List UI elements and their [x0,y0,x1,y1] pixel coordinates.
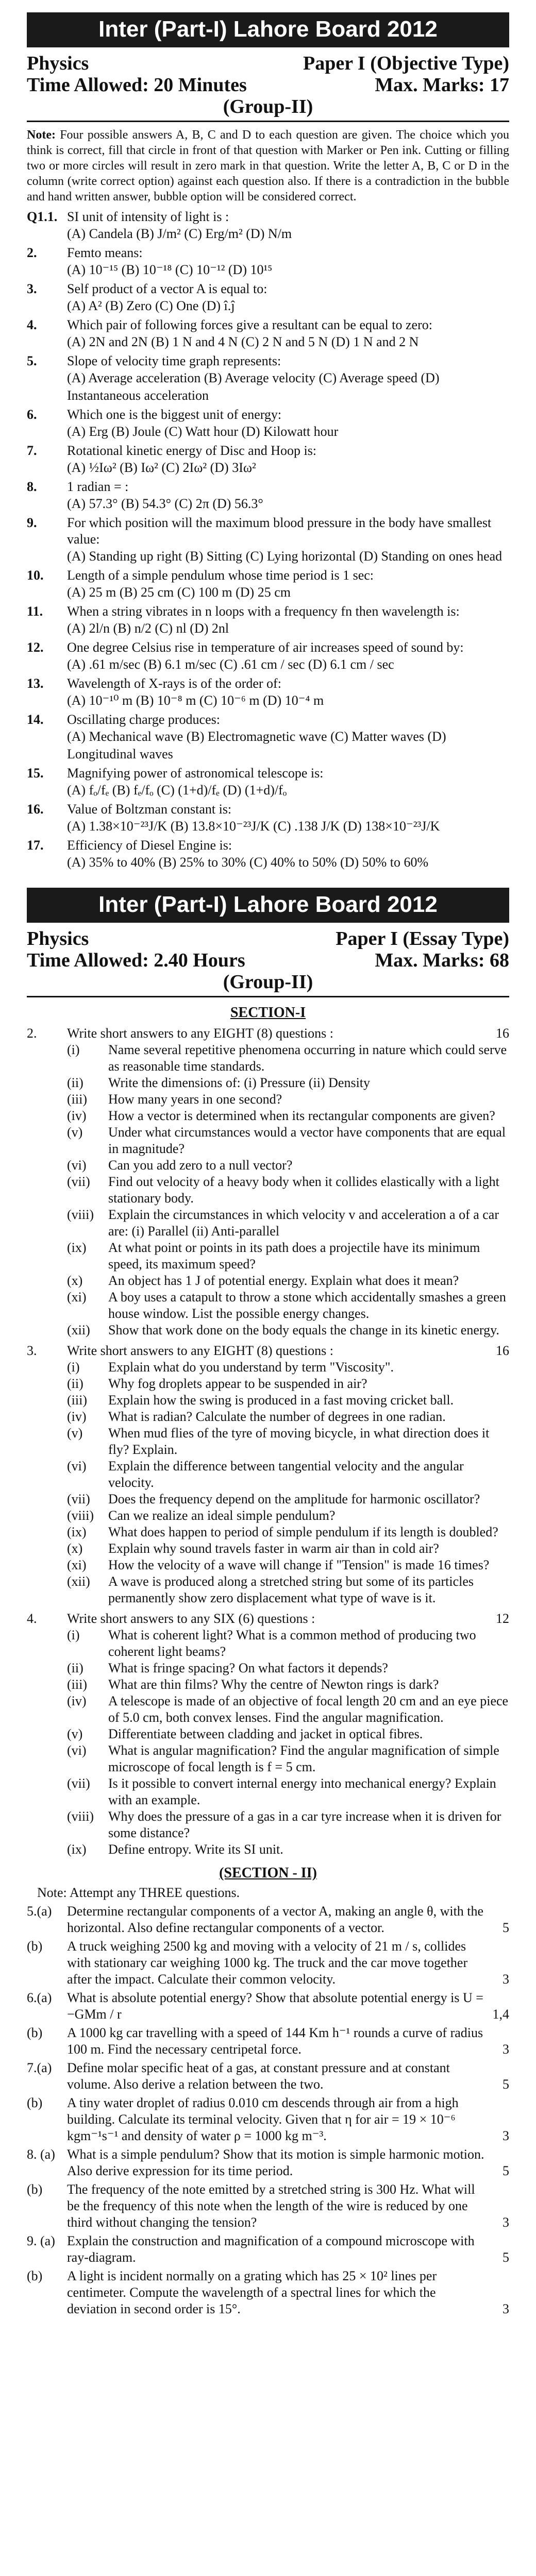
question-marks: 5 [502,2077,509,2092]
essay-question [27,2146,509,2179]
section-2-note: Note: Attempt any THREE questions. [37,1885,240,1900]
sub-question-text: Write the dimensions of: (i) Pressure (ii) Density [108,1075,371,1090]
sub-question [67,1091,509,1108]
mcq-question [27,639,509,656]
sub-question [67,1157,509,1174]
question-marks: 16 [496,1026,509,1041]
question-marks: 5 [502,2163,509,2178]
sub-question-text: At what point or points in its path does a projectile have its minimum speed, its maximum speed? [108,1240,480,1272]
sub-question [67,1660,509,1676]
sub-question-number: (vii) [67,1492,90,1506]
time-allowed-label: Time Allowed: 20 Minutes [27,74,247,96]
question-marks: 3 [502,2042,509,2057]
sub-question [67,1491,509,1507]
question-number: 3. [27,281,37,296]
sub-question [67,1289,509,1322]
mcq-question [27,353,509,369]
question-number: 5. [27,353,37,368]
sub-question-number: (ix) [67,1524,87,1539]
sub-question [67,1108,509,1124]
subject-label: Physics [27,928,89,950]
mcq-question [27,567,509,584]
question-marks: 1,4 [492,2007,509,2022]
mcq-question [27,837,509,854]
sub-question-number: (iii) [67,1092,87,1107]
sub-question [67,1524,509,1540]
mcq-question [27,443,509,459]
sub-question-text: What is coherent light? What is a common method of producing two coherent light beams? [108,1628,476,1659]
essay-paper-banner: Inter (Part-I) Lahore Board 2012 [27,888,509,923]
question-number: 9. [27,515,37,530]
essay-paper [0,928,536,2317]
sub-question-number: (iii) [67,1393,87,1408]
sub-question-number: (viii) [67,1809,94,1824]
max-marks-label: Max. Marks: 68 [375,950,509,971]
question-options: (A) 10⁻¹⁵ (B) 10⁻¹⁸ (C) 10⁻¹² (D) 10¹⁵ [67,262,273,277]
short-questions [27,1025,509,1858]
sub-question [67,1676,509,1693]
sub-question [67,1409,509,1425]
sub-question-text: Explain what do you understand by term "Viscosity". [108,1360,394,1375]
question-number: 15. [27,766,44,781]
sub-question-text: What is fringe spacing? On what factors it depends? [108,1660,388,1675]
sub-question-text: Show that work done on the body equals the change in its kinetic energy. [108,1323,499,1337]
sub-question-number: (i) [67,1360,80,1375]
question-options: (A) 1.38×10⁻²³J/K (B) 13.8×10⁻²³J/K (C) .138 J/K (D) 138×10⁻²³J/K [67,819,440,834]
question-number: 5.(a) [27,1904,52,1919]
sub-question-list [27,1627,509,1858]
short-question-header [27,1343,509,1359]
sub-question-number: (x) [67,1273,83,1288]
sub-question-text: An object has 1 J of potential energy. Explain what does it mean? [108,1273,459,1288]
sub-question-text: Explain how the swing is produced in a fast moving cricket ball. [108,1393,454,1408]
objective-paper-banner: Inter (Part-I) Lahore Board 2012 [27,12,509,47]
sub-question [67,1322,509,1338]
question-number: 13. [27,676,44,691]
sub-question-number: (i) [67,1628,80,1642]
sub-question-number: (v) [67,1726,83,1741]
section-1-title: SECTION-I [230,1005,306,1021]
time-allowed-label: Time Allowed: 2.40 Hours [27,950,245,971]
question-text: What is absolute potential energy? Show that absolute potential energy is U = −GMm / r [67,1990,483,2022]
question-number: 16. [27,802,44,817]
sub-question-text: How the velocity of a wave will change if "Tension" is made 16 times? [108,1557,490,1572]
question-number: (b) [27,2182,43,2197]
group-label: (Group-II) [223,96,313,117]
sub-question [67,1240,509,1273]
question-text: SI unit of intensity of light is : [67,209,229,224]
sub-question [67,1540,509,1557]
question-text: Which pair of following forces give a resultant can be equal to zero: [67,317,432,332]
sub-question [67,1775,509,1808]
short-question-header [27,1025,509,1042]
mcq-question [27,245,509,261]
question-number: (b) [27,2025,43,2040]
question-number: 12. [27,640,44,655]
sub-question-text: Can we realize an ideal simple pendulum? [108,1508,336,1523]
question-options: (A) ½Iω² (B) Iω² (C) 2Iω² (D) 3Iω² [67,460,256,475]
sub-question-number: (ix) [67,1842,87,1857]
subject-label: Physics [27,53,89,74]
sub-question-number: (i) [67,1042,80,1057]
question-number: 7. [27,443,37,458]
short-question-header [27,1611,509,1627]
question-text: Write short answers to any SIX (6) questions : [67,1611,315,1626]
sub-question [67,1808,509,1841]
question-marks: 3 [502,1972,509,1987]
sub-question [67,1207,509,1240]
question-number: 7.(a) [27,2060,52,2075]
question-number: (b) [27,1939,43,1954]
essay-question [27,2181,509,2231]
sub-question-number: (viii) [67,1207,94,1222]
sub-question-number: (xii) [67,1574,90,1589]
question-text: Write short answers to any EIGHT (8) questions : [67,1026,333,1041]
question-text: Self product of a vector A is equal to: [67,281,267,296]
sub-question-number: (ii) [67,1376,83,1391]
section-2-title: (SECTION - II) [219,1865,317,1881]
essay-question [27,2268,509,2317]
question-text: A light is incident normally on a grating which has 25 × 10² lines per centimeter. Compute the wavelength of a spectral lines for which the deviation in second order is 15°. [67,2268,437,2316]
sub-question-number: (iv) [67,1693,87,1708]
sub-question-text: What is angular magnification? Find the angular magnification of simple microscope of focal length is f = 5 cm. [108,1743,499,1774]
question-number: 10. [27,568,44,583]
max-marks-label: Max. Marks: 17 [375,74,509,96]
mcq-question [27,479,509,495]
mcq-question [27,765,509,782]
question-number: Q1.1. [27,209,58,224]
sub-question-number: (xii) [67,1323,90,1337]
sub-question-text: Explain the circumstances in which velocity v and acceleration a of a car are: (i) Parallel (ii) Anti-parallel [108,1207,499,1239]
mcq-question [27,515,509,548]
question-text: Oscillating charge produces: [67,712,220,727]
question-number: 9. (a) [27,2233,55,2248]
sub-question-text: What is radian? Calculate the number of degrees in one radian. [108,1409,446,1424]
paper-type-label: Paper I (Essay Type) [336,928,509,950]
question-marks: 16 [496,1343,509,1358]
sub-question-text: How a vector is determined when its rectangular components are given? [108,1108,495,1123]
question-number: 8. [27,479,37,494]
question-marks: 3 [502,2128,509,2143]
question-options: (A) 25 m (B) 25 cm (C) 100 m (D) 25 cm [67,585,291,600]
question-number: (b) [27,2268,43,2283]
sub-question-list [27,1042,509,1338]
essay-question [27,2060,509,2093]
question-text: The frequency of the note emitted by a stretched string is 300 Hz. What will be the frequency of this note when the length of the wire is reduced by one third without changing the tension? [67,2182,475,2230]
question-text: Value of Boltzman constant is: [67,802,232,817]
question-number: 2. [27,1026,37,1041]
note-label: Note: [27,128,56,142]
question-number: 6.(a) [27,1990,52,2005]
sub-question [67,1841,509,1858]
question-options: (A) Mechanical wave (B) Electromagnetic wave (C) Matter waves (D) Longitudinal waves [67,729,446,761]
sub-question-text: A wave is produced along a stretched string but some of its particles permanently show zero displacement what type of wave is it. [108,1574,474,1605]
question-text: For which position will the maximum blood pressure in the body have smallest value: [67,515,492,547]
sub-question-number: (vi) [67,1459,87,1473]
essay-question [27,2025,509,2058]
question-text: One degree Celsius rise in temperature of air increases speed of sound by: [67,640,464,655]
question-text: Which one is the biggest unit of energy: [67,407,282,422]
sub-question-number: (v) [67,1125,83,1140]
sub-question-number: (xi) [67,1557,87,1572]
question-text: Define molar specific heat of a gas, at constant pressure and at constant volume. Also derive a relation between the two. [67,2060,450,2092]
sub-question-text: A boy uses a catapult to throw a stone which accidentally smashes a green house window. List the possible energy changes. [108,1290,506,1321]
question-marks: 3 [502,2215,509,2230]
sub-question-number: (iv) [67,1108,87,1123]
sub-question-text: When mud flies of the tyre of moving bicycle, in what direction does it fly? Explain. [108,1426,490,1457]
mcq-question [27,603,509,620]
sub-question-text: Name several repetitive phenomena occurring in nature which could serve as reasonable time standards. [108,1042,507,1074]
mcq-list [27,209,509,871]
question-text: Rotational kinetic energy of Disc and Hoop is: [67,443,317,458]
sub-question-text: Why does the pressure of a gas in a car tyre increase when it is driven for some distance? [108,1809,501,1840]
group-label: (Group-II) [223,971,313,993]
question-marks: 3 [502,2301,509,2316]
sub-question-text: Explain the difference between tangential velocity and the angular velocity. [108,1459,464,1490]
sub-question-text: What does happen to period of simple pendulum if its length is doubled? [108,1524,498,1539]
sub-question-list [27,1359,509,1606]
mcq-question [27,406,509,423]
question-options: (A) Candela (B) J/m² (C) Erg/m² (D) N/m [67,226,292,241]
question-text: What is a simple pendulum? Show that its motion is simple harmonic motion. Also derive expression for its time period. [67,2147,484,2178]
mcq-question [27,801,509,818]
sub-question [67,1557,509,1573]
sub-question [67,1359,509,1376]
question-marks: 5 [502,2250,509,2265]
question-options: (A) 10⁻¹⁰ m (B) 10⁻⁸ m (C) 10⁻⁶ m (D) 10⁻⁴ m [67,693,324,708]
question-text: Length of a simple pendulum whose time period is 1 sec: [67,568,374,583]
question-number: 4. [27,317,37,332]
question-options: (A) Average acceleration (B) Average velocity (C) Average speed (D) Instantaneous acceleration [67,370,440,403]
sub-question-number: (vi) [67,1743,87,1758]
essay-question [27,1903,509,1936]
sub-question-number: (v) [67,1426,83,1440]
mcq-question [27,317,509,333]
essay-question [27,2233,509,2266]
question-options: (A) .61 m/sec (B) 6.1 m/sec (C) .61 cm / sec (D) 6.1 cm / sec [67,657,394,672]
sub-question-number: (vii) [67,1776,90,1791]
sub-question [67,1726,509,1742]
instructions-note [27,127,509,205]
question-text: Determine rectangular components of a vector A, making an angle θ, with the horizontal. Also define rectangular components of a vector. [67,1904,484,1935]
question-text: Magnifying power of astronomical telescope is: [67,766,324,781]
question-text: Femto means: [67,245,143,260]
sub-question [67,1627,509,1660]
sub-question [67,1376,509,1392]
sub-question-text: Find out velocity of a heavy body when it collides elastically with a light stationary body. [108,1174,499,1206]
question-options: (A) Standing up right (B) Sitting (C) Lying horizontal (D) Standing on ones head [67,549,502,564]
mcq-question [27,281,509,297]
sub-question-text: Does the frequency depend on the amplitude for harmonic oscillator? [108,1492,480,1506]
sub-question-number: (vii) [67,1174,90,1189]
objective-paper [0,53,536,871]
question-text: Slope of velocity time graph represents: [67,353,281,368]
question-number: 14. [27,712,44,727]
sub-question [67,1124,509,1157]
sub-question-text: Can you add zero to a null vector? [108,1158,293,1173]
essay-question [27,2095,509,2144]
sub-question-number: (viii) [67,1508,94,1523]
sub-question [67,1075,509,1091]
mcq-question [27,711,509,728]
sub-question-number: (iii) [67,1677,87,1692]
sub-question [67,1425,509,1458]
note-text: Four possible answers A, B, C and D to each question are given. The choice which you think is correct, fill that circle in front of that question with Marker or Pen ink. Cutting or filling two or more circles will result in zero mark in that question. Write the letter A, B, C or D in the column (write correct option) against each question also. If there is a contradiction in the bubble and hand written answer, bubble option will be considered correct. [27,128,509,204]
question-marks: 5 [502,1920,509,1935]
question-options: (A) 57.3° (B) 54.3° (C) 2π (D) 56.3° [67,496,263,511]
sub-question-text: How many years in one second? [108,1092,282,1107]
sub-question-text: Under what circumstances would a vector have components that are equal in magnitude? [108,1125,506,1156]
sub-question-number: (iv) [67,1409,87,1424]
header-divider [27,121,509,122]
sub-question-text: Differentiate between cladding and jacket in optical fibres. [108,1726,423,1741]
question-options: (A) 2N and 2N (B) 1 N and 4 N (C) 2 N and 5 N (D) 1 N and 2 N [67,334,419,349]
question-options: (A) 35% to 40% (B) 25% to 30% (C) 40% to 50% (D) 50% to 60% [67,855,429,870]
question-text: Write short answers to any EIGHT (8) questions : [67,1343,333,1358]
question-text: A truck weighing 2500 kg and moving with a velocity of 21 m / s, collides with stationary car weighing 1000 kg. The truck and the car move together after the impact. Calculate their common velocity. [67,1939,468,1987]
sub-question [67,1573,509,1606]
essay-questions [27,1903,509,2317]
question-number: 4. [27,1611,37,1626]
sub-question-number: (ii) [67,1075,83,1090]
question-options: (A) A² (B) Zero (C) One (D) î.ĵ [67,298,235,313]
question-options: (A) 2l/n (B) n/2 (C) nl (D) 2nl [67,621,229,636]
sub-question [67,1693,509,1726]
question-options: (A) Erg (B) Joule (C) Watt hour (D) Kilowatt hour [67,424,339,439]
essay-question [27,1990,509,2023]
sub-question-text: A telescope is made of an objective of focal length 20 cm and an eye piece of 5.0 cm, both convex lenses. Find the angular magnification. [108,1693,509,1725]
question-text: When a string vibrates in n loops with a frequency fn then wavelength is: [67,604,460,619]
mcq-question [27,209,509,225]
question-number: 17. [27,838,44,853]
sub-question [67,1392,509,1409]
sub-question-text: Is it possible to convert internal energy into mechanical energy? Explain with an example. [108,1776,496,1807]
sub-question [67,1742,509,1775]
sub-question-text: Explain why sound travels faster in warm air than in cold air? [108,1541,439,1556]
question-number: 2. [27,245,37,260]
essay-question [27,1938,509,1988]
question-text: A tiny water droplet of radius 0.010 cm descends through air from a high building. Calculate its terminal velocity. Given that η for air = 19 × 10⁻⁶ kgm⁻¹s⁻¹ and density of water ρ = 1000 kg m⁻³. [67,2095,459,2143]
question-options: (A) fₒ/fₑ (B) fₑ/fₒ (C) (1+d)/fₑ (D) (1+d)/fₒ [67,783,287,798]
sub-question [67,1458,509,1491]
sub-question [67,1042,509,1075]
header-divider [27,996,509,997]
sub-question-text: Define entropy. Write its SI unit. [108,1842,283,1857]
question-number: 6. [27,407,37,422]
question-marks: 12 [496,1611,509,1626]
question-text: Explain the construction and magnification of a compound microscope with ray-diagram. [67,2233,475,2265]
question-text: 1 radian = : [67,479,129,494]
sub-question-text: What are thin films? Why the centre of Newton rings is dark? [108,1677,439,1692]
paper-type-label: Paper I (Objective Type) [303,53,509,74]
question-text: Efficiency of Diesel Engine is: [67,838,232,853]
question-text: A 1000 kg car travelling with a speed of 144 Km h⁻¹ rounds a curve of radius 100 m. Find the necessary centripetal force. [67,2025,483,2057]
sub-question-text: Why fog droplets appear to be suspended in air? [108,1376,367,1391]
sub-question-number: (x) [67,1541,83,1556]
question-number: 8. (a) [27,2147,55,2162]
sub-question-number: (xi) [67,1290,87,1304]
question-number: 3. [27,1343,37,1358]
sub-question [67,1273,509,1289]
mcq-question [27,675,509,692]
question-number: (b) [27,2095,43,2110]
sub-question-number: (vi) [67,1158,87,1173]
sub-question [67,1174,509,1207]
question-text: Wavelength of X-rays is of the order of: [67,676,281,691]
sub-question-number: (ii) [67,1660,83,1675]
question-number: 11. [27,604,43,619]
sub-question [67,1507,509,1524]
sub-question-number: (ix) [67,1240,87,1255]
